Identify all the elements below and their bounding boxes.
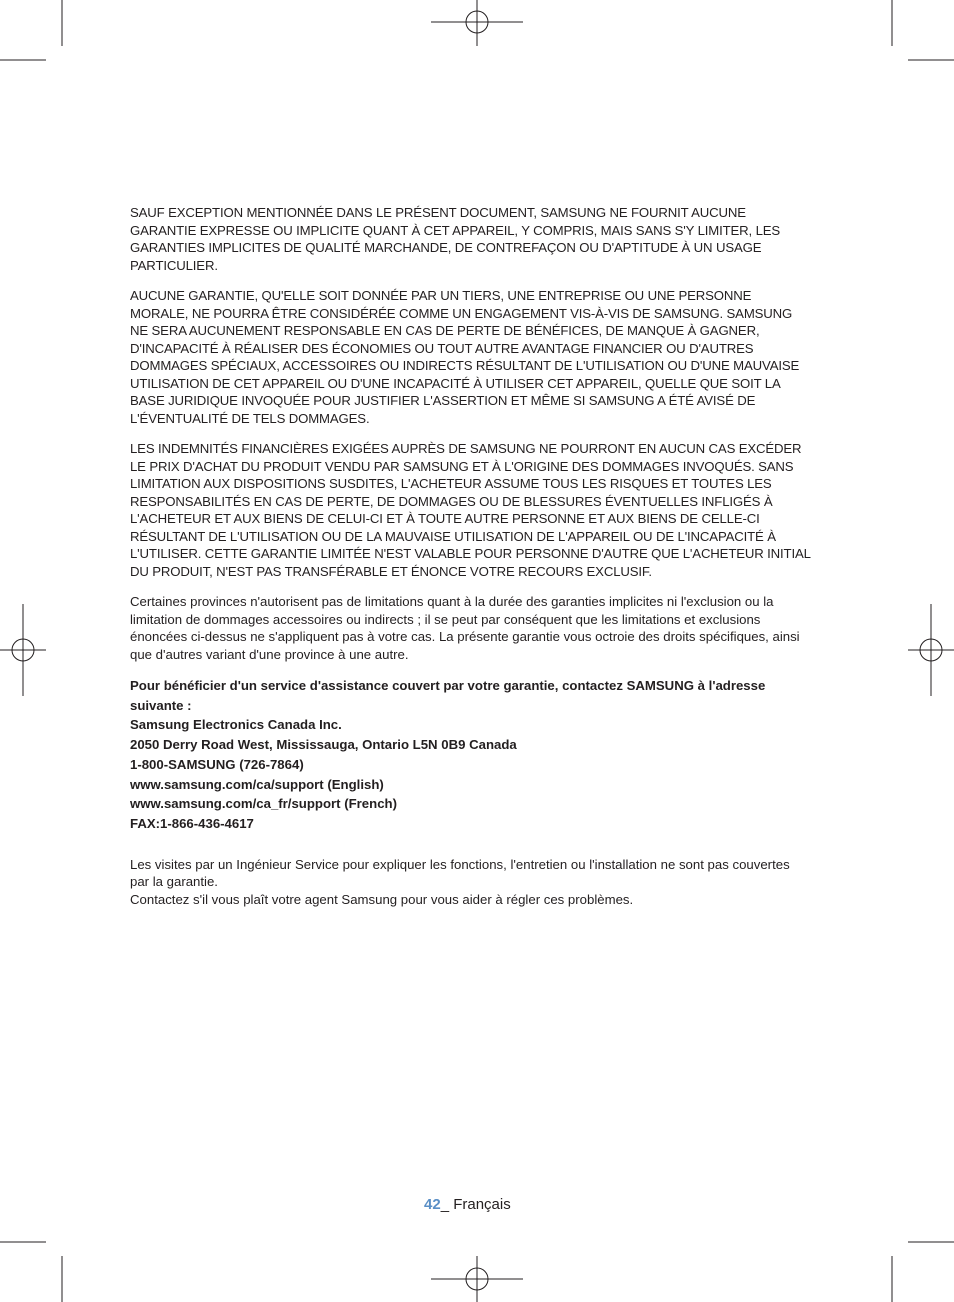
- website-english: www.samsung.com/ca/support (English): [130, 776, 384, 792]
- disclaimer-paragraph: SAUF EXCEPTION MENTIONNÉE DANS LE PRÉSENT DOCUMENT, SAMSUNG NE FOURNIT AUCUNE GARANTIE EXPRESSE OU IMPLICITE QUANT À CET APPAREIL, Y COMPRIS, MAIS SANS S'Y LIMITER, LES GARANTIES IMPLICITES DE QUALITÉ MARCHANDE, DE CONTREFAÇON OU D'APTITUDE À UN USAGE PARTICULIER.: [130, 205, 781, 273]
- company-name: Samsung Electronics Canada Inc.: [130, 717, 342, 733]
- contact-intro: Pour bénéficier d'un service d'assistance couvert par votre garantie, contactez SAMSUNG à l'adresse suivante :: [130, 678, 766, 713]
- visits-note: Les visites par un Ingénieur Service pour expliquer les fonctions, l'entretien ou l'installation ne sont pas couvertes par la garantie.: [130, 856, 790, 890]
- agent-note: Contactez s'il vous plaît votre agent Samsung pour vous aider à régler ces problèmes.: [130, 891, 634, 907]
- service-notes: [130, 856, 812, 909]
- contact-block: [130, 676, 812, 834]
- registration-mark-top: [431, 0, 523, 46]
- registration-mark-bottom: [431, 1256, 523, 1302]
- registration-mark-left: [0, 604, 46, 696]
- fax-number: FAX:1-866-436-4617: [130, 815, 254, 831]
- registration-mark-right: [908, 604, 954, 696]
- indemnity-paragraph: LES INDEMNITÉS FINANCIÈRES EXIGÉES AUPRÈS DE SAMSUNG NE POURRONT EN AUCUN CAS EXCÉDER LE PRIX D'ACHAT DU PRODUIT VENDU PAR SAMSUNG ET À L'ORIGINE DES DOMMAGES INVOQUÉS. SANS LIMITATION AUX DISPOSITIONS SUSDITES, L'ACHETEUR ASSUME TOUS LES RISQUES ET TOUTES LES RESPONSABILITÉS EN CAS DE PERTE, DE DOMMAGES OU DE BLESSURES ÉVENTUELLES INFLIGÉS À L'ACHETEUR ET AUX BIENS DE CELUI-CI ET À TOUTE AUTRE PERSONNE ET AUX BIENS DE CELLE-CI RÉSULTANT DE L'UTILISATION OU DE LA MAUVAISE UTILISATION DE L'APPAREIL OU DE L'INCAPACITÉ À L'UTILISER. CETTE GARANTIE LIMITÉE N'EST VALABLE POUR PERSONNE D'AUTRE QUE L'ACHETEUR INITIAL DU PRODUIT, N'EST PAS TRANSFÉRABLE ET ÉNONCE VOTRE RECOURS EXCLUSIF.: [130, 441, 811, 579]
- page-footer: [424, 1196, 511, 1213]
- website-french: www.samsung.com/ca_fr/support (French): [130, 796, 397, 812]
- page-language: _ Français: [440, 1196, 511, 1213]
- page-number: 42: [424, 1196, 441, 1213]
- liability-paragraph: AUCUNE GARANTIE, QU'ELLE SOIT DONNÉE PAR UN TIERS, UNE ENTREPRISE OU UNE PERSONNE MORALE, NE POURRA ÊTRE CONSIDÉRÉE COMME UN ENGAGEMENT VIS-À-VIS DE SAMSUNG. SAMSUNG NE SERA AUCUNEMENT RESPONSABLE EN CAS DE PERTE DE BÉNÉFICES, DE MANQUE À GAGNER, D'INCAPACITÉ À RÉALISER DES ÉCONOMIES OU TOUT AUTRE AVANTAGE FINANCIER OU D'AUTRES DOMMAGES SPÉCIAUX, ACCESSOIRES OU INDIRECTS RÉSULTANT DE L'UTILISATION OU D'UNE MAUVAISE UTILISATION DE CET APPAREIL OU D'UNE INCAPACITÉ À UTILISER CET APPAREIL, QUELLE QUE SOIT LA BASE JURIDIQUE INVOQUÉE POUR JUSTIFIER L'ASSERTION ET MÊME SI SAMSUNG A ÉTÉ AVISÉ DE L'ÉVENTUALITÉ DE TELS DOMMAGES.: [130, 288, 800, 426]
- company-address: 2050 Derry Road West, Mississauga, Ontario L5N 0B9 Canada: [130, 737, 517, 753]
- provinces-paragraph: Certaines provinces n'autorisent pas de limitations quant à la durée des garanties implicites ni l'exclusion ou la limitation de dommages accessoires ou indirects ; il se peut par conséquent que les limitations et exclusions énoncées ci-dessus ne s'appliquent pas à votre cas. La présente garantie vous octroie des droits spécifiques, ainsi que d'autres variant d'une province à une autre.: [130, 594, 800, 662]
- phone-number: 1-800-SAMSUNG (726-7864): [130, 756, 304, 772]
- warranty-content: [130, 204, 812, 908]
